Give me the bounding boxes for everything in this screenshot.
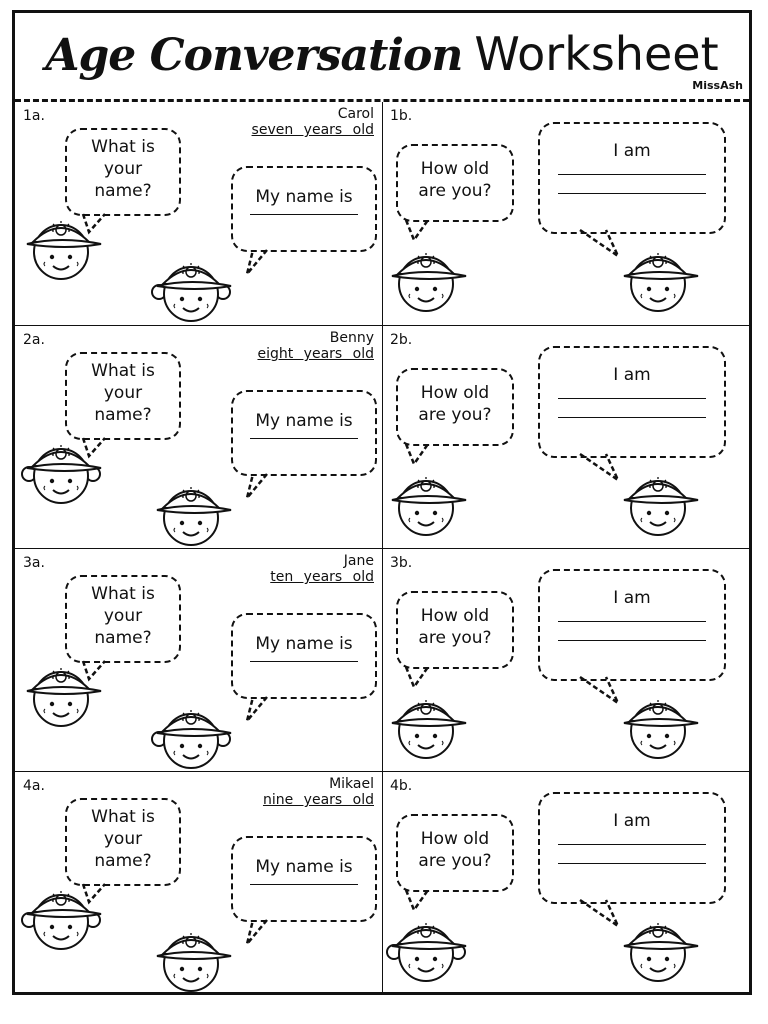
child-face-pigtails-icon — [151, 699, 251, 775]
question-text: How old are you? — [418, 159, 492, 201]
question-bubble-tail — [402, 218, 432, 244]
exercise-cell-4b — [382, 771, 749, 995]
child-face-pigtails-icon — [21, 434, 109, 510]
worksheet-frame — [12, 10, 752, 995]
character-age: ten years old — [270, 569, 374, 585]
answer-bubble — [231, 166, 377, 252]
answer-blank-line[interactable] — [558, 621, 706, 622]
question-bubble-tail — [402, 442, 432, 468]
answer-text: My name is — [255, 411, 353, 431]
question-text: What is your name? — [91, 361, 155, 425]
answer-text: I am — [613, 365, 651, 385]
question-bubble — [396, 368, 514, 446]
character-name: Carol — [337, 106, 374, 122]
page-title — [15, 13, 749, 101]
answer-bubble — [538, 346, 726, 458]
exercise-number: 3a. — [23, 555, 45, 571]
title-styled: Age Conversation — [45, 30, 463, 81]
exercise-cell-4a — [15, 771, 383, 995]
question-bubble — [65, 798, 181, 886]
exercise-number: 1b. — [390, 108, 413, 124]
question-bubble-tail — [402, 665, 432, 691]
question-text: What is your name? — [91, 137, 155, 201]
answer-bubble — [538, 122, 726, 234]
answer-bubble — [538, 792, 726, 904]
exercise-number: 2b. — [390, 332, 413, 348]
child-face-cap-icon — [386, 242, 478, 320]
child-face-cap-icon — [151, 476, 251, 552]
exercise-cell-1b — [382, 102, 749, 325]
character-info — [252, 106, 374, 138]
answer-text: My name is — [255, 857, 353, 877]
character-info — [270, 553, 374, 585]
answer-blank-line[interactable] — [250, 884, 358, 885]
character-info — [257, 330, 374, 362]
exercise-number: 2a. — [23, 332, 45, 348]
child-face-cap-icon — [618, 466, 718, 546]
child-face-cap-icon — [618, 912, 718, 992]
answer-blank-line[interactable] — [558, 844, 706, 845]
exercise-number: 3b. — [390, 555, 413, 571]
character-name: Benny — [329, 330, 374, 346]
answer-blank-line[interactable] — [558, 863, 706, 864]
character-name: Jane — [343, 553, 374, 569]
child-face-cap-icon — [386, 689, 478, 767]
answer-blank-line[interactable] — [558, 174, 706, 175]
question-bubble — [396, 814, 514, 892]
exercise-number: 4a. — [23, 778, 45, 794]
answer-blank-line[interactable] — [250, 214, 358, 215]
child-face-cap-icon — [386, 466, 478, 544]
answer-text: I am — [613, 588, 651, 608]
exercise-cell-1a — [15, 102, 383, 325]
title-plain: Worksheet — [474, 27, 719, 81]
character-age: seven years old — [251, 122, 374, 138]
answer-blank-line[interactable] — [558, 193, 706, 194]
answer-blank-line[interactable] — [558, 398, 706, 399]
child-face-pigtails-icon — [386, 912, 478, 990]
answer-bubble — [538, 569, 726, 681]
child-face-cap-icon — [21, 657, 109, 733]
question-text: How old are you? — [418, 383, 492, 425]
answer-bubble — [231, 836, 377, 922]
exercise-cell-3a — [15, 548, 383, 772]
question-bubble — [65, 575, 181, 663]
child-face-cap-icon — [618, 242, 718, 322]
answer-blank-line[interactable] — [558, 417, 706, 418]
child-face-pigtails-icon — [151, 252, 251, 328]
answer-text: I am — [613, 141, 651, 161]
exercise-cell-2b — [382, 325, 749, 549]
question-text: What is your name? — [91, 807, 155, 871]
character-age: nine years old — [262, 792, 374, 808]
exercise-number: 4b. — [390, 778, 413, 794]
answer-blank-line[interactable] — [250, 438, 358, 439]
character-age: eight years old — [257, 346, 374, 362]
character-name: Mikael — [329, 776, 374, 792]
child-face-cap-icon — [21, 210, 109, 286]
exercise-cell-2a — [15, 325, 383, 549]
child-face-cap-icon — [618, 689, 718, 769]
child-face-pigtails-icon — [21, 880, 109, 956]
answer-text: My name is — [255, 634, 353, 654]
child-face-cap-icon — [151, 922, 251, 998]
answer-blank-line[interactable] — [250, 661, 358, 662]
question-bubble — [396, 144, 514, 222]
question-bubble-tail — [402, 888, 432, 914]
question-bubble — [65, 128, 181, 216]
answer-text: I am — [613, 811, 651, 831]
answer-bubble — [231, 613, 377, 699]
answer-bubble — [231, 390, 377, 476]
question-text: How old are you? — [418, 829, 492, 871]
question-bubble — [65, 352, 181, 440]
exercise-cell-3b — [382, 548, 749, 772]
question-bubble — [396, 591, 514, 669]
exercise-number: 1a. — [23, 108, 45, 124]
question-text: How old are you? — [418, 606, 492, 648]
answer-text: My name is — [255, 187, 353, 207]
answer-blank-line[interactable] — [558, 640, 706, 641]
brand-mark: MissAsh — [692, 79, 743, 92]
question-text: What is your name? — [91, 584, 155, 648]
character-info — [263, 776, 374, 808]
